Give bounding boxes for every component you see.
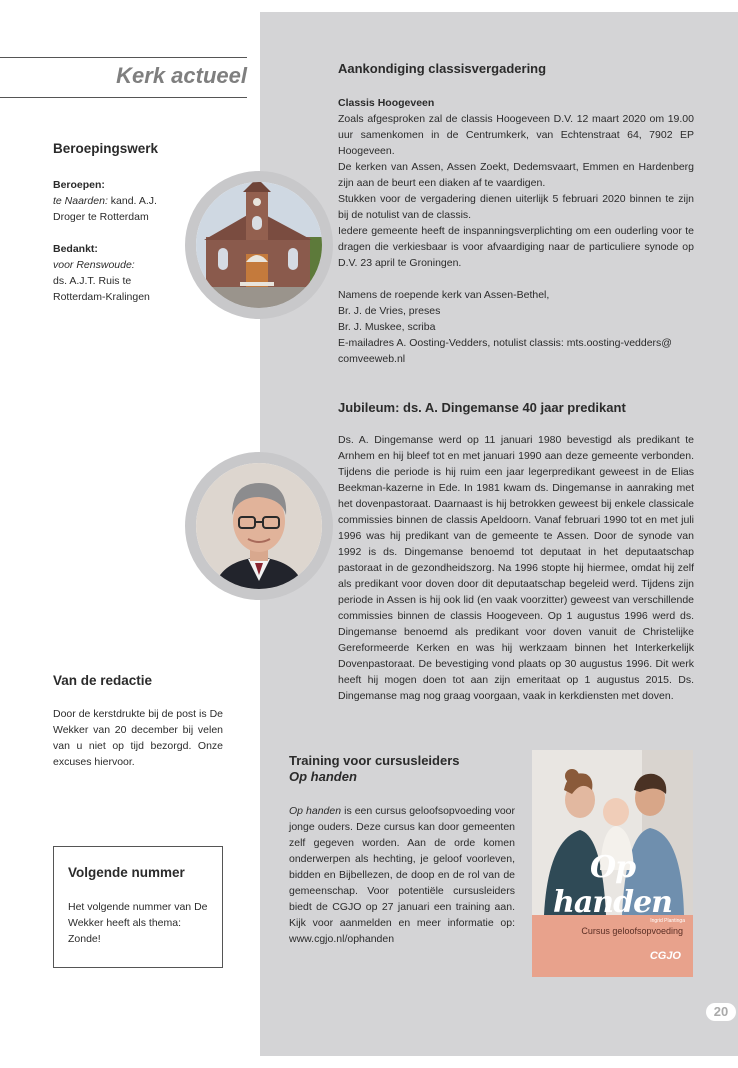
portrait-illustration xyxy=(196,463,322,589)
portrait-photo xyxy=(185,452,333,600)
book-author: Ingrid Plantinga xyxy=(650,918,685,924)
beroepen-place: te Naarden: xyxy=(53,195,108,207)
book-title: Op handen xyxy=(553,850,672,920)
page-number: 20 xyxy=(706,1003,736,1021)
classis-paragraph: Zoals afgesproken zal de classis Hoogeveen D.V. 12 maart 2020 om 19.00 uur samenkomen in de Centrumkerk, van Echtenstraat 64, 7902 EP Hoogeveen. xyxy=(338,113,694,157)
classis-signature-line: comveeweb.nl xyxy=(338,353,406,365)
classis-paragraph: Iedere gemeente heeft de inspanningsverplichting om een ouderling voor te dragen die verkiesbaar is voor afvaardiging naar de particuliere synode op D.V. 23 april te Groningen. xyxy=(338,225,694,269)
title-rule-bottom xyxy=(0,97,247,98)
classis-body xyxy=(338,95,694,367)
title-rule-top xyxy=(0,57,247,58)
cgjo-logo: CGJO xyxy=(649,950,681,962)
redactie-text: Door de kerstdrukte bij de post is De Wekker van 20 december bij velen van u niet op tijd bezorgd. Onze excuses hiervoor. xyxy=(53,708,223,768)
beroepingswerk-heading: Beroepingswerk xyxy=(53,141,159,156)
jubileum-heading: Jubileum: ds. A. Dingemanse 40 jaar predikant xyxy=(338,400,626,415)
church-illustration xyxy=(196,182,322,308)
training-text xyxy=(289,803,515,947)
classis-signature-line: Namens de roepende kerk van Assen-Bethel, xyxy=(338,289,550,301)
training-heading: Training voor cursusleiders xyxy=(289,753,460,768)
classis-signature-line: Br. J. Muskee, scriba xyxy=(338,321,436,333)
volgende-heading: Volgende nummer xyxy=(68,865,185,880)
section-title: Kerk actueel xyxy=(116,63,247,88)
book-subtitle: Cursus geloofsopvoeding xyxy=(581,926,683,936)
beroepingswerk-block xyxy=(53,177,163,305)
classis-paragraph: Stukken voor de vergadering dienen uiterlijk 5 februari 2020 binnen te zijn bij de notulist van de classis. xyxy=(338,193,694,221)
training-text-italic: Op handen xyxy=(289,805,342,817)
redactie-heading: Van de redactie xyxy=(53,673,153,688)
beroepen-entry xyxy=(53,193,163,225)
training-text-body: is een cursus geloofsopvoeding voor jonge ouders. Deze cursus kan door gemeenten zelf gegeven worden. Aan de orde komen onderwerpen als hechting, je geloof voorleven, bidden en Bijbellezen, de doop en de rol van de gemeenschap. Voor potentiële cursusleiders biedt de CGJO op 27 januari een training aan. Kijk voor aanmelden en meer informatie op: www.cgjo.nl/ophanden xyxy=(289,805,515,945)
church-photo xyxy=(185,171,333,319)
beroepen-label: Beroepen: xyxy=(53,179,105,191)
training-subheading: Op handen xyxy=(289,769,357,784)
bedankt-place: voor Renswoude: xyxy=(53,259,135,271)
bedankt-text: ds. A.J.T. Ruis te Rotterdam-Kralingen xyxy=(53,275,150,303)
classis-subheading: Classis Hoogeveen xyxy=(338,97,435,109)
classis-signature-line: E-mailadres A. Oosting-Vedders, notulist classis: mts.oosting-vedders@ xyxy=(338,337,672,349)
classis-heading: Aankondiging classisvergadering xyxy=(338,61,547,76)
volgende-nummer-box xyxy=(53,846,223,968)
beroepen-text: kand. A.J. Droger te Rotterdam xyxy=(53,195,157,223)
classis-signature-line: Br. J. de Vries, preses xyxy=(338,305,441,317)
book-cover xyxy=(532,750,693,977)
classis-paragraph: De kerken van Assen, Assen Zoekt, Dedemsvaart, Emmen en Hardenberg zijn aan de beurt een diaken af te vaardigen. xyxy=(338,161,694,189)
bedankt-label: Bedankt: xyxy=(53,243,98,255)
volgende-text: Het volgende nummer van De Wekker heeft als thema: Zonde! xyxy=(68,901,208,945)
jubileum-text: Ds. A. Dingemanse werd op 11 januari 1980 bevestigd als predikant te Arnhem en hij bleef tot en met januari 1990 aan deze gemeente verbonden. Tijdens die periode is hij ruim een jaar legerpredikant geweest in de Elias Beekman-kazerne in Ede. In 1981 kwam ds. Dingemanse in aanraking met het dovenpastoraat. Daarnaast is hij betrokken geweest bij enkele classicale commissies binnen de classis Apeldoorn. Vanaf februari 1990 tot en met juli 1996 was hij predikant van de gemeente te Assen. Door de synode van 1992 is ds. Dingemanse benoemd tot deputaat in het deputaatschap pastoraat in de gezondheidszorg. Na 1996 stopte hij hiermee, omdat hij zelf als predikant voor doven door dit deputaatschap begeleid werd. Tijdens zijn periode in Assen is hij ook lid (en vaak voorzitter) geweest van verschillende commissies binnen de classis Hoogeveen. Op 1 augustus 1996 werd ds. Dingemanse benoemd als predikant voor doven vanuit de Christelijke Gereformeerde Kerken en was hij werkzaam binnen het Interkerkelijk Dovenpastoraat. De bevestiging vond plaats op 30 augustus 1996. Dit werk heeft hij mogen doen tot aan zijn emeritaat op 1 augustus 2015. Ds. Dingemanse mag nog graag voorgaan, vaak in kerkdiensten met doven. xyxy=(338,434,694,702)
